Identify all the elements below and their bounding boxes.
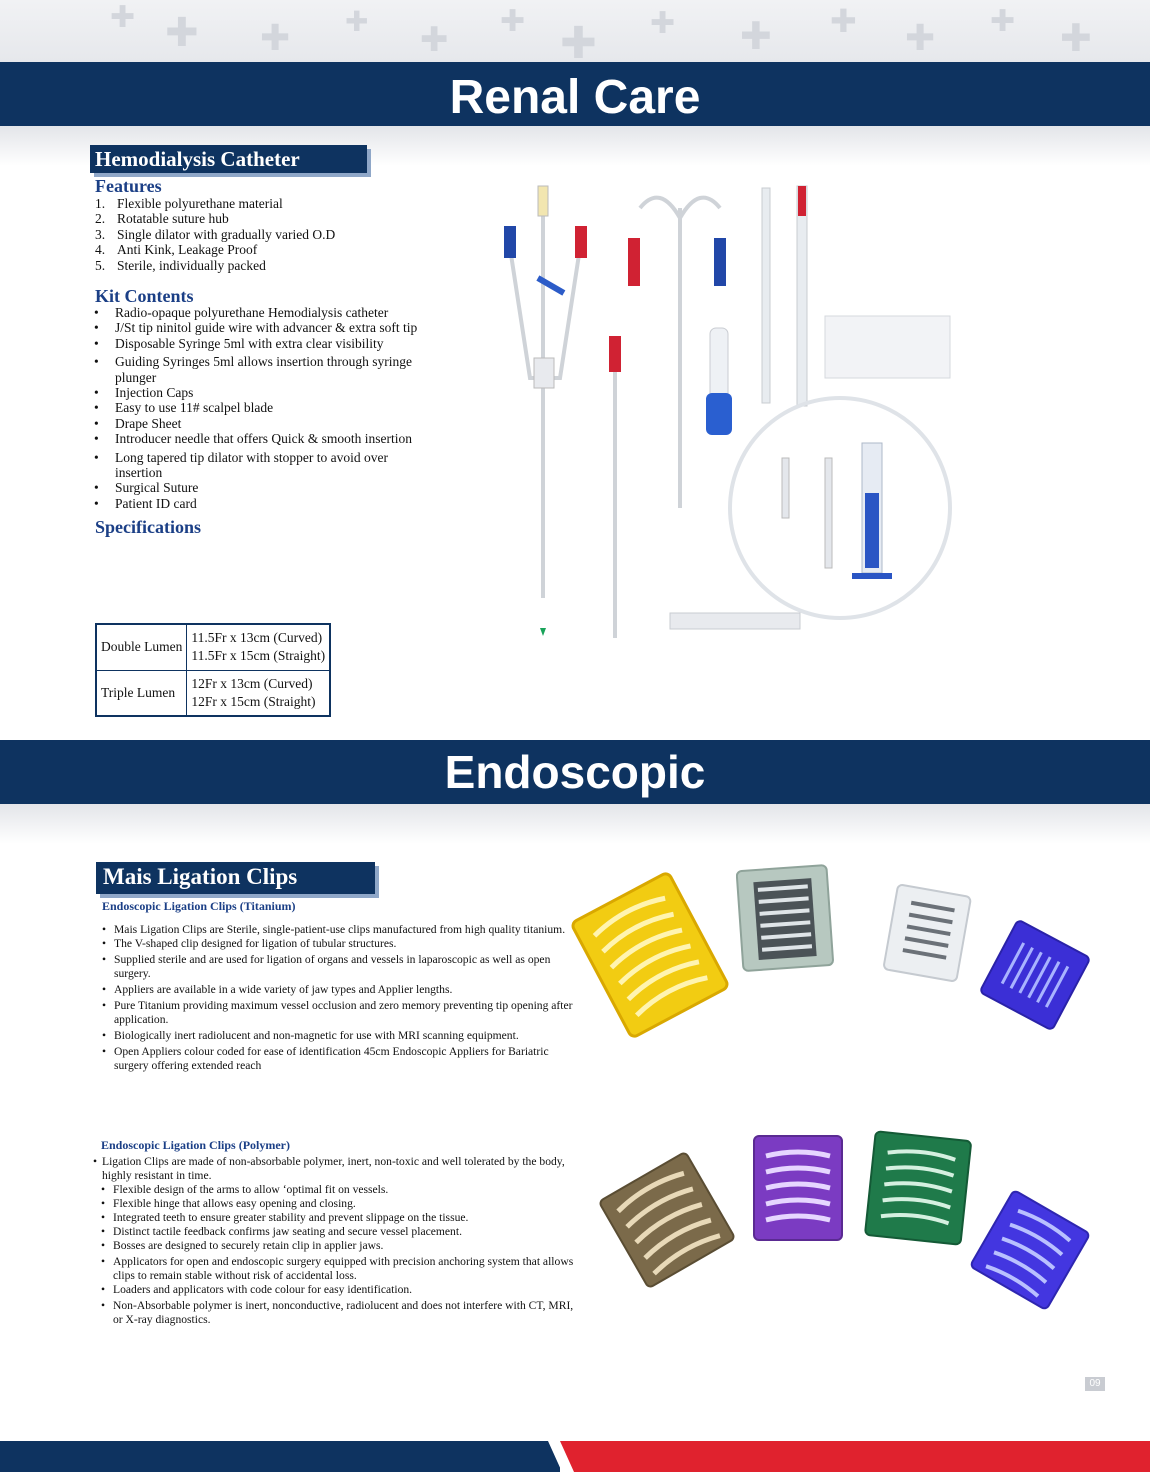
list-item: • Loaders and applicators with code colour for easy identification. — [100, 1283, 580, 1297]
list-item: • Easy to use 11# scalpel blade — [93, 400, 433, 415]
product-title-ligation-clips: Mais Ligation Clips — [96, 862, 375, 894]
list-item: • Patient ID card — [93, 496, 433, 511]
top-pattern-band: ✚ ✚ ✚ ✚ ✚ ✚ ✚ ✚ ✚ ✚ ✚ ✚ ✚ — [0, 0, 1150, 62]
list-item: • J/St tip ninitol guide wire with advancer & extra soft tip — [93, 320, 433, 335]
list-item: • Appliers are available in a wide variety of jaw types and Applier lengths. — [101, 983, 601, 997]
product-title-hemodialysis: Hemodialysis Catheter — [90, 145, 367, 173]
list-item: • Applicators for open and endoscopic surgery equipped with precision anchoring system that allows clips to remain stable without risk of accidental loss. — [100, 1255, 580, 1283]
list-item: • Ligation Clips are made of non-absorbable polymer, inert, non-toxic and well tolerated by the body, highly resistant in time. — [92, 1155, 577, 1183]
double-lumen-catheter — [640, 198, 720, 508]
list-item: • Long tapered tip dilator with stopper to avoid over insertion — [93, 450, 405, 481]
list-item: • Integrated teeth to ensure greater stability and prevent slippage on the tissue. — [100, 1211, 580, 1225]
clip-cartridge-grey — [736, 864, 836, 974]
list-item: • Surgical Suture — [93, 480, 433, 495]
table-cell-sizes: 11.5Fr x 13cm (Curved) 11.5Fr x 15cm (Straight) — [187, 624, 330, 670]
list-item: • Pure Titanium providing maximum vessel occlusion and zero memory preventing tip opening after application. — [101, 999, 601, 1027]
list-item: • Flexible design of the arms to allow ‘optimal fit on vessels. — [100, 1183, 580, 1197]
list-item: • Drape Sheet — [93, 416, 433, 431]
list-item: • Radio-opaque polyurethane Hemodialysis catheter — [93, 305, 433, 320]
list-item: • Open Appliers colour coded for ease of identification 45cm Endoscopic Appliers for Bariatric surgery offering extended reach — [101, 1045, 584, 1073]
guide-wire-loop — [730, 398, 950, 618]
features-list — [95, 196, 495, 273]
list-item: • Flexible hinge that allows easy opening and closing. — [100, 1197, 580, 1211]
catheter-kit-image — [490, 178, 960, 648]
list-item: • Guiding Syringes 5ml allows insertion through syringe plunger — [93, 354, 433, 385]
clip-cartridge-yellow — [570, 870, 730, 1040]
titanium-heading: Endoscopic Ligation Clips (Titanium) — [102, 899, 296, 913]
table-cell-sizes: 12Fr x 13cm (Curved) 12Fr x 15cm (Straight) — [187, 670, 330, 716]
list-item: 1. Flexible polyurethane material — [95, 196, 283, 211]
clip-cartridge-white — [880, 884, 975, 984]
list-item: • Injection Caps — [93, 385, 433, 400]
list-item: 3. Single dilator with gradually varied O.D — [95, 226, 336, 242]
table-cell-type: Double Lumen — [96, 624, 187, 670]
list-item: 2. Rotatable suture hub — [95, 211, 229, 227]
syringe — [865, 493, 879, 568]
table-row — [96, 670, 330, 716]
triple-lumen-catheter — [510, 208, 580, 598]
footer-band — [0, 1441, 1150, 1472]
clip-cartridge-brown — [597, 1150, 737, 1290]
clip-cartridge-blue — [980, 920, 1090, 1030]
table-row — [96, 624, 330, 670]
section-banner-renal-care — [0, 62, 1150, 126]
polymer-list — [100, 1155, 580, 1327]
blue-cap — [504, 226, 516, 258]
specifications-heading: Specifications — [95, 517, 201, 537]
list-item: • Bosses are designed to securely retain clip in applier jaws. — [100, 1239, 580, 1253]
kit-contents-heading: Kit Contents — [95, 286, 194, 306]
list-item: • Supplied sterile and are used for ligation of organs and vessels in laparoscopic as well as open surgery. — [101, 953, 584, 981]
features-heading: Features — [95, 176, 162, 196]
section-banner-endoscopic — [0, 740, 1150, 804]
page-number: 09 — [1085, 1377, 1105, 1391]
list-item: • Non-Absorbable polymer is inert, nonconductive, radiolucent and does not interfere with CT, MRI, or X-ray diagnostics. — [100, 1299, 583, 1327]
list-item: 4. Anti Kink, Leakage Proof — [95, 242, 258, 258]
list-item: • Biologically inert radiolucent and non-magnetic for use with MRI scanning equipment. — [101, 1029, 601, 1043]
polymer-heading: Endoscopic Ligation Clips (Polymer) — [101, 1138, 291, 1152]
titanium-list — [101, 923, 601, 1073]
banner-shadow — [0, 804, 1150, 844]
kit-contents-list — [93, 305, 433, 511]
table-cell-type: Triple Lumen — [96, 670, 187, 716]
section-title: Endoscopic — [444, 746, 706, 798]
section-title: Renal Care — [449, 71, 701, 124]
clip-cartridge-violet — [970, 1190, 1090, 1310]
clip-cartridge-purple — [748, 1132, 848, 1244]
list-item: 5. Sterile, individually packed — [95, 257, 266, 273]
list-item: • Mais Ligation Clips are Sterile, single-patient-use clips manufactured from high quality titanium. — [101, 923, 601, 937]
list-item: • Disposable Syringe 5ml with extra clear visibility — [93, 336, 433, 351]
red-cap — [575, 226, 587, 258]
clip-cartridge-green — [862, 1130, 974, 1248]
specifications-table — [95, 623, 331, 717]
list-item: • Distinct tactile feedback confirms jaw seating and secure vessel placement. — [100, 1225, 580, 1239]
list-item: • The V-shaped clip designed for ligation of tubular structures. — [101, 937, 601, 951]
list-item: • Introducer needle that offers Quick & smooth insertion — [93, 431, 433, 446]
